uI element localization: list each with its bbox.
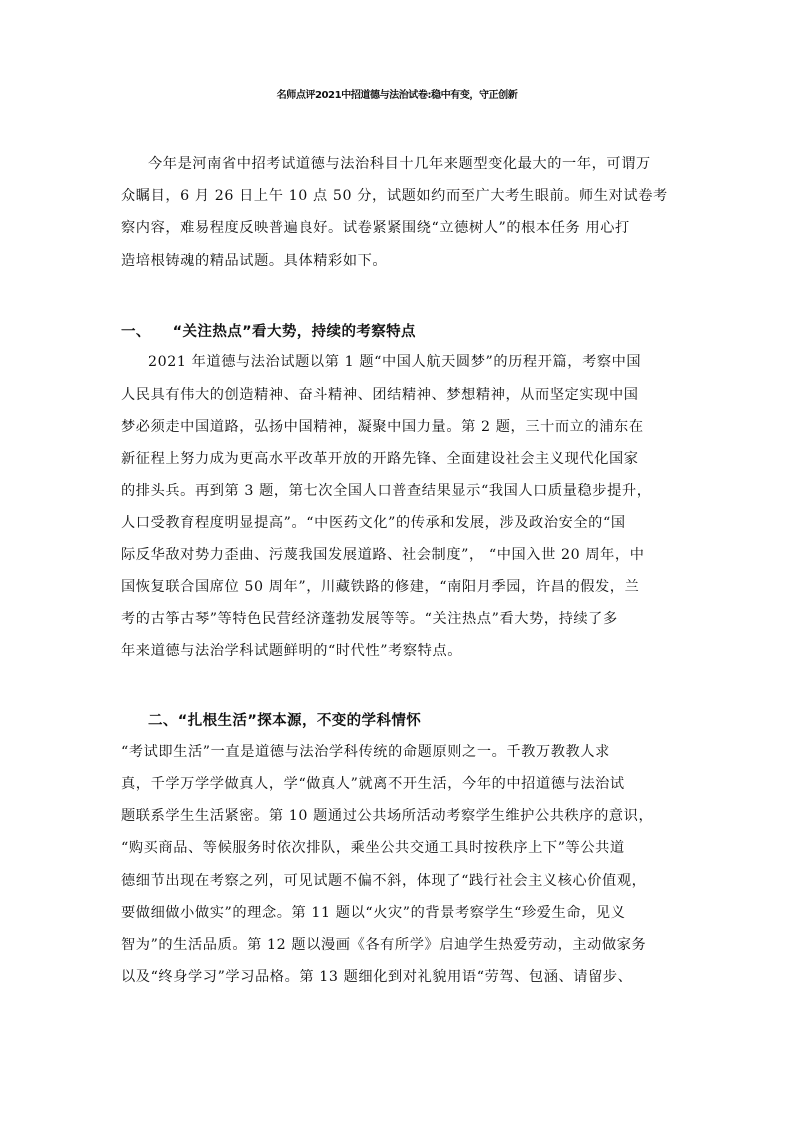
paragraph-line: 人民具有伟大的创造精神、奋斗精神、团结精神、梦想精神，从而坚定实现中国: [121, 387, 639, 403]
paragraph-line: 智为”的生活品质。第 12 题以漫画《各有所学》启迪学生热爱劳动，主动做家务: [121, 937, 647, 953]
paragraph-line: 梦必须走中国道路，弘扬中国精神，凝聚中国力量。第 2 题，三十而立的浦东在: [121, 419, 644, 435]
paragraph-line: 际反华敌对势力歪曲、污蔑我国发展道路、社会制度”， “中国入世 20 周年，中: [121, 547, 645, 563]
paragraph-line: 国恢复联合国席位 50 周年”，川藏铁路的修建，“南阳月季园，许昌的假发，兰: [121, 579, 640, 595]
paragraph-line: 以及“终身学习”学习品格。第 13 题细化到对礼貌用语“劳驾、包涵、请留步、: [121, 969, 633, 985]
paragraph-line: “购买商品、等候服务时依次排队，乘坐公共交通工具时按秩序上下”等公共道: [121, 840, 625, 856]
paragraph-line: 考的古筝古琴”等特色民营经济蓬勃发展等等。“关注热点”看大势，持续了多: [121, 611, 618, 627]
intro-line: 造培根铸魂的精品试题。具体精彩如下。: [121, 253, 388, 269]
section-heading: 二、“扎根生活”探本源，不变的学科情怀: [148, 713, 422, 729]
document-title: 名师点评2021中招道德与法治试卷:稳中有变，守正创新: [276, 90, 518, 101]
paragraph-line: 德细节出现在考察之列，可见试题不偏不斜，体现了“践行社会主义核心价值观，: [121, 873, 647, 889]
intro-line: 众瞩目，6 月 26 日上午 10 点 50 分，试题如约而至广大考生眼前。师生对试卷考: [121, 188, 668, 204]
paragraph-line: 人口受教育程度明显提高”。“中医药文化”的传承和发展，涉及政治安全的“国: [121, 515, 626, 531]
paragraph-line: 题联系学生生活紧密。第 10 题通过公共场所活动考察学生维护公共秩序的意识，: [121, 808, 654, 824]
paragraph-line: 的排头兵。再到第 3 题，第七次全国人口普查结果显示“我国人口质量稳步提升，: [121, 483, 652, 499]
paragraph-line: 2021 年道德与法治试题以第 1 题“中国人航天圆梦”的历程开篇，考察中国: [148, 354, 642, 370]
intro-line: 今年是河南省中招考试道德与法治科目十几年来题型变化最大的一年，可谓万: [148, 156, 651, 172]
paragraph-line: “考试即生活”一直是道德与法治学科传统的命题原则之一。千教万教教人求: [121, 744, 610, 760]
intro-line: 察内容，难易程度反映普遍良好。试卷紧紧围绕“立德树人”的根本任务 用心打: [121, 220, 630, 236]
section-heading: 一、 “关注热点”看大势，持续的考察特点: [121, 324, 416, 340]
paragraph-line: 要做细做小做实”的理念。第 11 题以“火灾”的背景考察学生“珍爱生命，见义: [121, 905, 626, 921]
paragraph-line: 真，千学万学学做真人，学“做真人”就离不开生活，今年的中招道德与法治试: [121, 776, 625, 792]
paragraph-line: 新征程上努力成为更高水平改革开放的开路先锋、全面建设社会主义现代化国家: [121, 451, 639, 467]
paragraph-line: 年来道德与法治学科试题鲜明的“时代性”考察特点。: [121, 643, 463, 659]
